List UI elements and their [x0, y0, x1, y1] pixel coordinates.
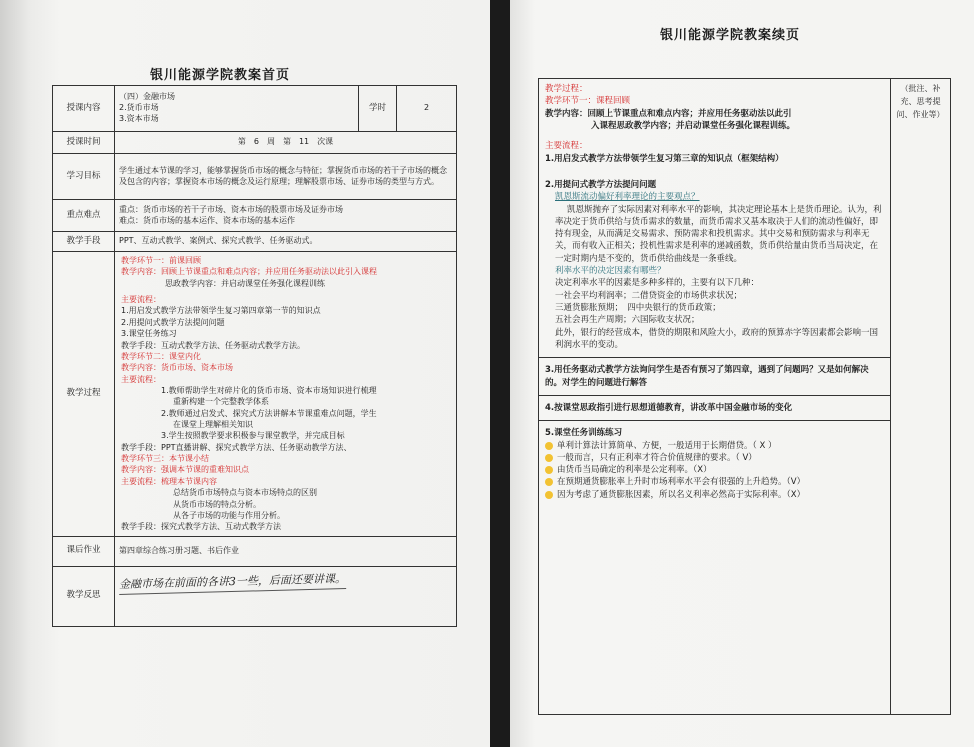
exercise-text: 因为考虑了通货膨胀因素，所以名义利率必然高于实际利率。（X）: [557, 489, 806, 500]
means-text: PPT、互动式教学、案例式、探究式教学、任务驱动式。: [115, 232, 457, 252]
content-line: 3.资本市场: [119, 113, 159, 123]
stage-2-content: 教学内容：货币市场、资本市场: [121, 363, 233, 373]
stage-1-heading: 教学环节一：课程回顾: [545, 96, 631, 107]
bullet-icon: [545, 491, 553, 499]
content-cell: [115, 86, 359, 132]
stage-2-step: 1.教师帮助学生对碎片化的货币市场、资本市场知识进行梳理: [161, 385, 377, 395]
main-flow-label: 主要流程：: [121, 295, 161, 305]
key-line: 难点：货币市场的基本运作、资本市场的基本运作: [119, 215, 295, 225]
flow-step-3: 3.用任务驱动式教学方法询问学生是否有预习了第四章，遇到了问题吗？又是如何解决的。对学生的问题进行解答: [545, 365, 869, 388]
stage-1-content: 教学内容：回顾上节课重点和难点内容；并应用任务驱动法以此引入课程: [121, 267, 377, 277]
process-main-cell: [539, 79, 891, 715]
content-line: 2.货币市场: [119, 103, 159, 113]
label-key: 重点难点: [53, 200, 115, 232]
homework-text: 第四章综合练习册习题、书后作业: [115, 536, 457, 566]
question-2-factor: 五社会再生产周期；六国际收支状况；: [555, 315, 700, 326]
stage-1-heading: 教学环节一：前课回顾: [121, 256, 201, 265]
stage-2-step: 重新构建一个完整教学体系: [173, 397, 269, 407]
exercise-text: 在预期通货膨胀率上升时市场利率水平会有很强的上升趋势。（V）: [557, 477, 806, 488]
exercise-text: 一般而言，只有正利率才符合价值规律的要求。（ V）: [557, 452, 757, 463]
means-line: 教学手段：PPT直播讲解、探究式教学方法、任务驱动教学方法、: [121, 442, 352, 452]
means-line: 教学手段：互动式教学方法、任务驱动式教学方法。: [121, 340, 305, 350]
question-2-lead: 决定利率水平的因素是多种多样的，主要有以下几种：: [555, 278, 760, 289]
left-page-title: 银川能源学院教案首页: [150, 68, 291, 83]
question-1: 凯恩斯流动偏好利率理论的主要观点？: [555, 192, 700, 203]
flow-step-5: 5.课堂任务训练练习: [545, 428, 623, 439]
bullet-icon: [545, 442, 553, 450]
label-means: 教学手段: [53, 232, 115, 252]
goal-text: 学生通过本节课的学习，能够掌握货币市场的概念与特征；掌握货币市场的若干子市场的概念及包含的内容；掌握资本市场的概念及运行原理；理解股票市场、证券市场的类型与方式。: [115, 154, 457, 200]
stage-3-step: 从各子市场的功能与作用分析。: [173, 510, 285, 520]
stage-3-content: 教学内容：强调本节课的重难知识点: [121, 465, 249, 475]
content-line: （四）金融市场: [119, 92, 175, 102]
label-content: 授课内容: [53, 86, 115, 132]
label-time: 授课时间: [53, 132, 115, 154]
flow-step-2: 2.用提问式教学方法提问问题: [545, 179, 657, 190]
exercise-text: 单利计算法计算简单、方便，一般适用于长期借贷。（ X ）: [557, 440, 777, 451]
question-2-factor: 三通货膨胀预期； 四中央银行的货币政策；: [555, 303, 721, 313]
key-cell: [115, 200, 457, 232]
question-2: 利率水平的决定因素有哪些？: [555, 266, 666, 277]
means-line: 教学手段：探究式教学方法、互动式教学方法: [121, 522, 281, 532]
reflection-cell: [115, 566, 457, 626]
exercise-item: [545, 489, 884, 501]
question-2-extra: 此外，银行的经营成本，借贷的期限和风险大小，政府的预算赤字等因素都会影响一国利润水平的变动。: [555, 327, 879, 350]
question-2-factor: 一社会平均利润率；二借贷资金的市场供求状况；: [555, 290, 743, 301]
bullet-icon: [545, 454, 553, 462]
stage-2-heading: 教学环节二：课堂内化: [121, 351, 201, 361]
book-gutter: [490, 0, 510, 747]
main-flow-label: 主要流程：: [545, 141, 588, 152]
process-cell: [115, 252, 457, 537]
stage-2-step: 在课堂上理解相关知识: [173, 420, 253, 430]
exercise-text: 由货币当局确定的利率是公定利率。（X）: [557, 465, 712, 476]
bullet-icon: [545, 478, 553, 486]
hours-value: 2: [397, 86, 457, 132]
process-heading: 教学过程：: [545, 84, 588, 94]
stage-3-step: 从货币市场的特点分析。: [173, 499, 261, 509]
notes-column: （批注、补充、思考提问、作业等）: [891, 79, 951, 715]
flow-step-4: 4.按课堂思政指引进行思想道德教育，讲改革中国金融市场的变化: [545, 402, 793, 413]
flow-step: 3.课堂任务练习: [121, 329, 177, 339]
exercise-item: [545, 476, 884, 488]
flow-step: 2.用提问式教学方法提问问题: [121, 317, 225, 327]
right-page: [510, 0, 974, 747]
lesson-plan-table: [52, 85, 457, 627]
stage-3-heading: 教学环节三：本节课小结: [121, 454, 209, 464]
stage-1-content-2: 思政教学内容：并启动课堂任务强化课程训练: [165, 278, 325, 288]
right-page-title: 银川能源学院教案续页: [660, 28, 801, 43]
stage-1-content: 教学内容：回顾上节课重点和难点内容；并应用任务驱动法以此引: [545, 108, 792, 119]
stage-2-flow: 主要流程：: [121, 374, 161, 384]
time-value: 第 6 周 第 11 次课: [115, 132, 457, 154]
question-1-answer: 凯恩斯抛弃了实际因素对利率水平的影响，其决定理论基本上是货币理论。认为，利率决定于货币供给与货币需求的数量，而货币需求又基本取决于人们的流动性偏好，即持有现金，从而满足交易需求、预防需求和投机需求。其中交易和预防需求与利率无关，而有收入正相关；投机性需求是利率的递减函数，货币供给量由货币当局决定，在一定时期内是不变的，货币供给曲线是一条垂线。: [555, 204, 882, 264]
handwritten-reflection: 金融市场在前面的各讲3一些，后面还要讲课。: [119, 572, 346, 595]
flow-step-1: 1.用启发式教学方法带领学生复习第三章的知识点（框架结构）: [545, 153, 784, 164]
stage-2-step: 2.教师通过启发式、探究式方法讲解本节课重难点问题，学生: [161, 408, 377, 418]
exercise-item: [545, 440, 884, 452]
label-hours: 学时: [359, 86, 397, 132]
continuation-table: [538, 78, 951, 715]
flow-step: 1.用启发式教学方法带领学生复习第四章第一节的知识点: [121, 306, 321, 316]
stage-2-step: 3.学生按照教学要求积极参与课堂教学，并完成目标: [161, 431, 345, 441]
label-goal: 学习目标: [53, 154, 115, 200]
key-line: 重点：货币市场的若干子市场、资本市场的股票市场及证券市场: [119, 204, 343, 214]
bullet-icon: [545, 466, 553, 474]
label-process: 教学过程: [53, 252, 115, 537]
exercise-item: [545, 452, 884, 464]
label-reflection: 教学反思: [53, 566, 115, 626]
exercise-item: [545, 464, 884, 476]
stage-3-step: 总结货币市场特点与资本市场特点的区别: [173, 488, 317, 498]
label-homework: 课后作业: [53, 536, 115, 566]
stage-3-flow: 主要流程：梳理本节课内容: [121, 476, 217, 486]
stage-1-content-2: 入课程思政教学内容；并启动课堂任务强化课程训练。: [591, 120, 796, 131]
